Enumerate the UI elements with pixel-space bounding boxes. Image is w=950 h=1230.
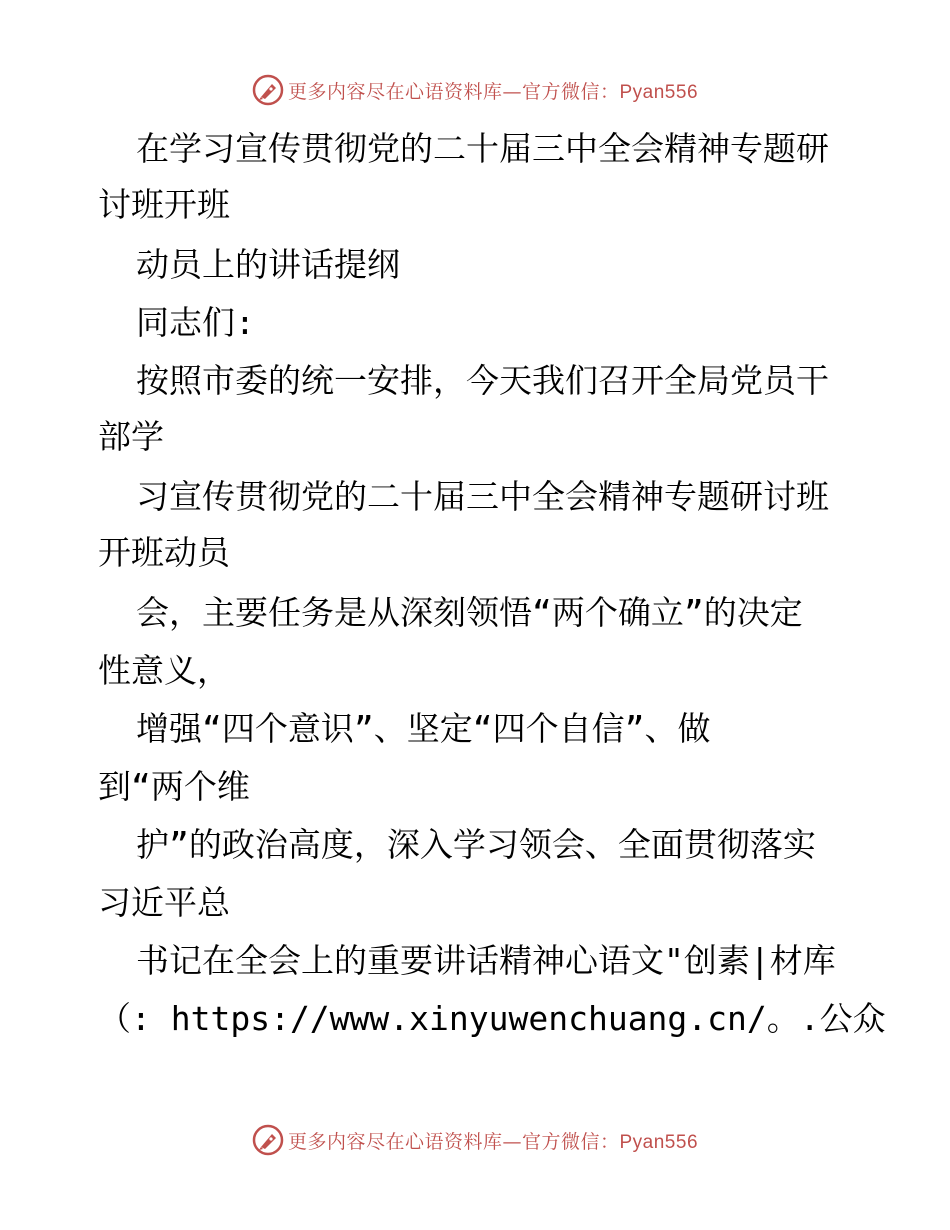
watermark-wechat-id: Pyan556 [619, 81, 699, 103]
text-line: 习宣传贯彻党的二十届三中全会精神专题研讨班 [136, 477, 829, 516]
pen-nib-logo-icon [252, 74, 284, 106]
text-line: 开班动员 [98, 533, 230, 572]
text-line: 会，主要任务是从深刻领悟“两个确立”的决定 [136, 593, 803, 632]
text-line: 部学 [98, 417, 164, 456]
header-watermark [0, 70, 950, 110]
pen-nib-logo-icon [252, 1124, 284, 1156]
text-line: 同志们: [136, 303, 255, 342]
watermark-text: 更多内容尽在心语资料库—官方微信：Pyan556 [287, 80, 699, 103]
footer-watermark [0, 1120, 950, 1160]
text-line: 在学习宣传贯彻党的二十届三中全会精神专题研 [136, 129, 829, 168]
text-line: 动员上的讲话提纲 [136, 245, 400, 284]
text-line: 讨班开班 [98, 185, 230, 224]
text-line: 到“两个维 [98, 767, 250, 806]
text-line: 护”的政治高度，深入学习领会、全面贯彻落实 [136, 825, 816, 864]
text-line: （: https://www.xinyuwenchuang.cn/。.公众 [98, 999, 886, 1038]
watermark-wechat-id: Pyan556 [619, 1131, 699, 1153]
text-line: 增强“四个意识”、坚定“四个自信”、做 [136, 709, 711, 748]
watermark-text: 更多内容尽在心语资料库—官方微信：Pyan556 [287, 1130, 699, 1153]
text-line: 习近平总 [98, 883, 230, 922]
text-line: 性意义， [98, 651, 230, 690]
text-line: 按照市委的统一安排，今天我们召开全局党员干 [136, 361, 829, 400]
text-line: 书记在全会上的重要讲话精神心语文"创素|材库 [136, 941, 836, 980]
